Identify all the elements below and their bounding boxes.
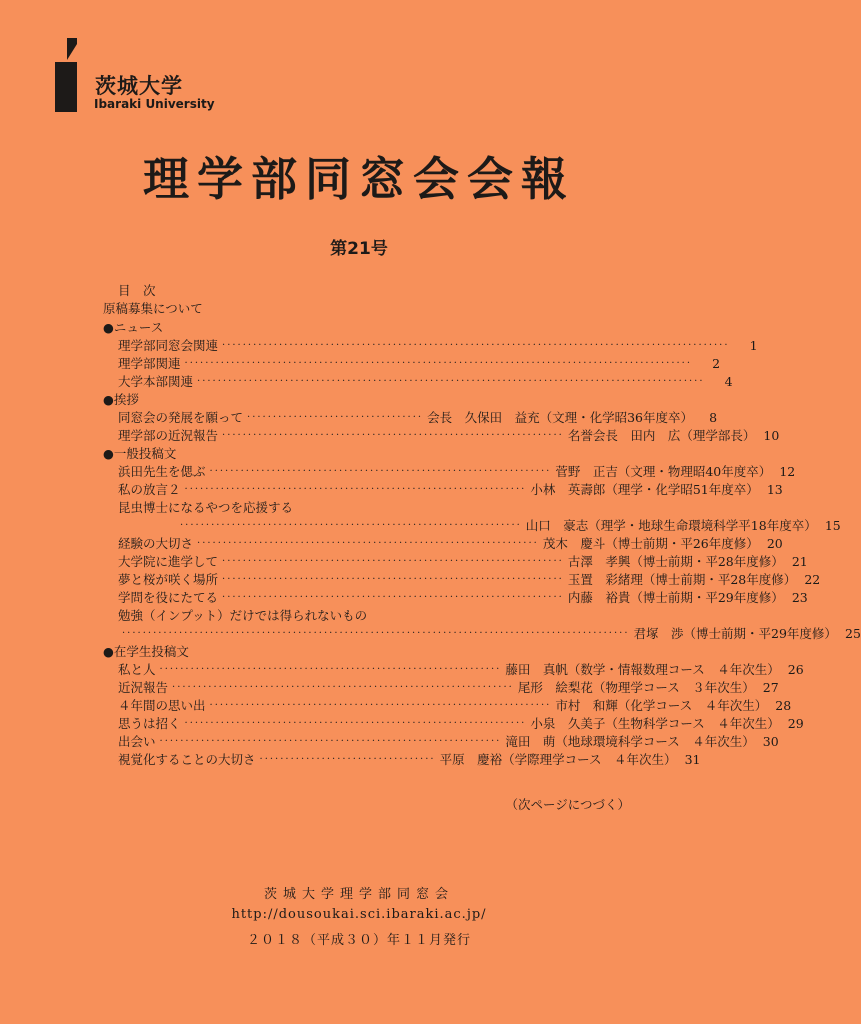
dot-leader: ·································································· <box>222 556 564 567</box>
dot-leader: ·································································································· <box>122 628 630 639</box>
entry-title: 大学院に進学して <box>118 554 219 569</box>
toc-intro: 原稿募集について <box>103 301 203 316</box>
entry-title: 経験の大切さ <box>118 536 194 551</box>
entry-title: 思うは招く <box>118 716 181 731</box>
entry-title: 理学部同窓会関連 <box>118 338 219 353</box>
entry-author: 市村 和輝（化学コース ４年次生） <box>555 698 768 713</box>
entry-page: 22 <box>804 572 821 587</box>
footer-organization: 茨城大学理学部同窓会 <box>263 887 454 902</box>
entry-title: 近況報告 <box>118 680 169 695</box>
entry-page: 10 <box>763 428 780 443</box>
entry-author: 名誉会長 田内 広（理学部長） <box>567 428 756 443</box>
entry-title: 同窓会の発展を願って <box>118 410 244 425</box>
entry-author: 平原 慶裕（学際理学コース ４年次生） <box>439 752 677 767</box>
toc-entry <box>118 626 861 642</box>
entry-title: 大学本部関連 <box>118 374 194 389</box>
entry-author: 小林 英壽郎（理学・化学昭51年度卒） <box>530 482 759 497</box>
toc-entry <box>118 338 758 354</box>
entry-page: 21 <box>791 554 808 569</box>
toc-entry <box>118 608 628 624</box>
toc-entry <box>118 698 792 714</box>
entry-title: 勉強（インプット）だけでは得られないもの <box>118 608 368 623</box>
toc-entry <box>118 734 779 750</box>
entry-author: 山口 豪志（理学・地球生命環境科学平18年度卒） <box>525 518 817 533</box>
entry-author: 玉置 彩緒理（博士前期・平28年度修） <box>567 572 797 587</box>
entry-page: 20 <box>766 536 783 551</box>
entry-author: 菅野 正吉（文理・物理昭40年度卒） <box>555 464 772 479</box>
toc-entry <box>118 572 821 588</box>
entry-page: 1 <box>749 338 758 353</box>
entry-title: 理学部関連 <box>118 356 181 371</box>
toc-entry <box>118 716 804 732</box>
continued-note: （次ページにつづく） <box>505 797 630 812</box>
entry-title: 学問を役にたてる <box>118 590 219 605</box>
entry-author: 藤田 真帆（数学・情報数理コース ４年次生） <box>505 662 780 677</box>
dot-leader: ·································································· <box>222 574 564 585</box>
dot-leader: ·································· <box>247 412 424 423</box>
entry-title: 出会い <box>118 734 156 749</box>
entry-author: 尾形 絵梨花（物理学コース ３年次生） <box>517 680 755 695</box>
dot-leader: ·································································· <box>222 592 564 603</box>
entry-page: 25 <box>845 626 861 641</box>
dot-leader: ·································································· <box>184 484 527 495</box>
dot-leader: ·································································· <box>172 682 514 693</box>
entry-author: 君塚 渉（博士前期・平29年度修） <box>633 626 837 641</box>
entry-page: 26 <box>787 662 804 677</box>
entry-page: 8 <box>709 410 718 425</box>
toc-entry <box>118 356 721 372</box>
entry-title: 視覚化することの大切さ <box>118 752 256 767</box>
dot-leader: ·································································· <box>184 718 527 729</box>
dot-leader: ·································································· <box>159 664 502 675</box>
dot-leader: ·································································· <box>222 430 564 441</box>
entry-title: 私の放言２ <box>118 482 181 497</box>
entry-author: 茂木 慶斗（博士前期・平26年度修） <box>542 536 759 551</box>
toc-entry <box>118 482 783 498</box>
issue-number: 第21号 <box>330 239 388 259</box>
toc-entry <box>118 680 779 696</box>
toc-entry <box>118 536 783 552</box>
entry-page: 27 <box>762 680 779 695</box>
toc-entry <box>118 410 718 426</box>
entry-page: 31 <box>684 752 701 767</box>
entry-page: 2 <box>712 356 721 371</box>
toc-entry <box>118 590 808 606</box>
section-label: ●一般投稿文 <box>103 446 177 461</box>
toc-entry <box>118 500 628 516</box>
toc-entry <box>118 464 796 480</box>
university-name-jp: 茨城大学 <box>95 74 183 98</box>
entry-author: 会長 久保田 益充（文理・化学昭36年度卒） <box>427 410 694 425</box>
entry-page: 29 <box>787 716 804 731</box>
newsletter-title: 理学部同窓会会報 <box>143 152 575 206</box>
entry-title: 夢と桜が咲く場所 <box>118 572 219 587</box>
entry-page: 15 <box>824 518 841 533</box>
entry-title: 理学部の近況報告 <box>118 428 219 443</box>
dot-leader: ·································································· <box>197 538 539 549</box>
university-name-en: Ibaraki University <box>94 97 215 111</box>
section-label: ●ニュース <box>103 320 164 335</box>
entry-author: 小泉 久美子（生物科学コース ４年次生） <box>530 716 780 731</box>
footer-publish-date: ２０１８（平成３０）年１１月発行 <box>246 933 471 948</box>
toc-entry <box>118 428 780 444</box>
entry-title: 私と人 <box>118 662 156 677</box>
dot-leader: ·································································· <box>180 520 522 531</box>
entry-page: 28 <box>775 698 792 713</box>
entry-page: 4 <box>724 374 733 389</box>
toc-entry <box>118 662 804 678</box>
dot-leader: ·································································································· <box>222 340 730 351</box>
toc-entry <box>118 752 701 768</box>
entry-title: 昆虫博士になるやつを応援する <box>118 500 294 515</box>
dot-leader: ·································· <box>259 754 436 765</box>
entry-title: ４年間の思い出 <box>118 698 206 713</box>
university-logo-mark <box>55 38 77 112</box>
toc-entry <box>118 554 808 570</box>
footer-url: http://dousoukai.sci.ibaraki.ac.jp/ <box>231 907 487 922</box>
entry-page: 12 <box>779 464 796 479</box>
entry-author: 古澤 孝興（博士前期・平28年度修） <box>567 554 784 569</box>
dot-leader: ·································································································· <box>197 376 705 387</box>
dot-leader: ·································································· <box>209 700 552 711</box>
dot-leader: ·································································· <box>159 736 502 747</box>
section-label: ●挨拶 <box>103 392 139 407</box>
entry-page: 30 <box>762 734 779 749</box>
toc-heading: 目 次 <box>118 283 156 298</box>
entry-title: 浜田先生を偲ぶ <box>118 464 206 479</box>
dot-leader: ·································································· <box>209 466 552 477</box>
toc-entry <box>118 374 733 390</box>
entry-page: 23 <box>791 590 808 605</box>
dot-leader: ·································································································· <box>184 358 693 369</box>
entry-author: 内藤 裕貴（博士前期・平29年度修） <box>567 590 784 605</box>
toc-entry <box>118 518 841 534</box>
entry-author: 滝田 萌（地球環境科学コース ４年次生） <box>505 734 755 749</box>
section-label: ●在学生投稿文 <box>103 644 189 659</box>
entry-page: 13 <box>766 482 783 497</box>
